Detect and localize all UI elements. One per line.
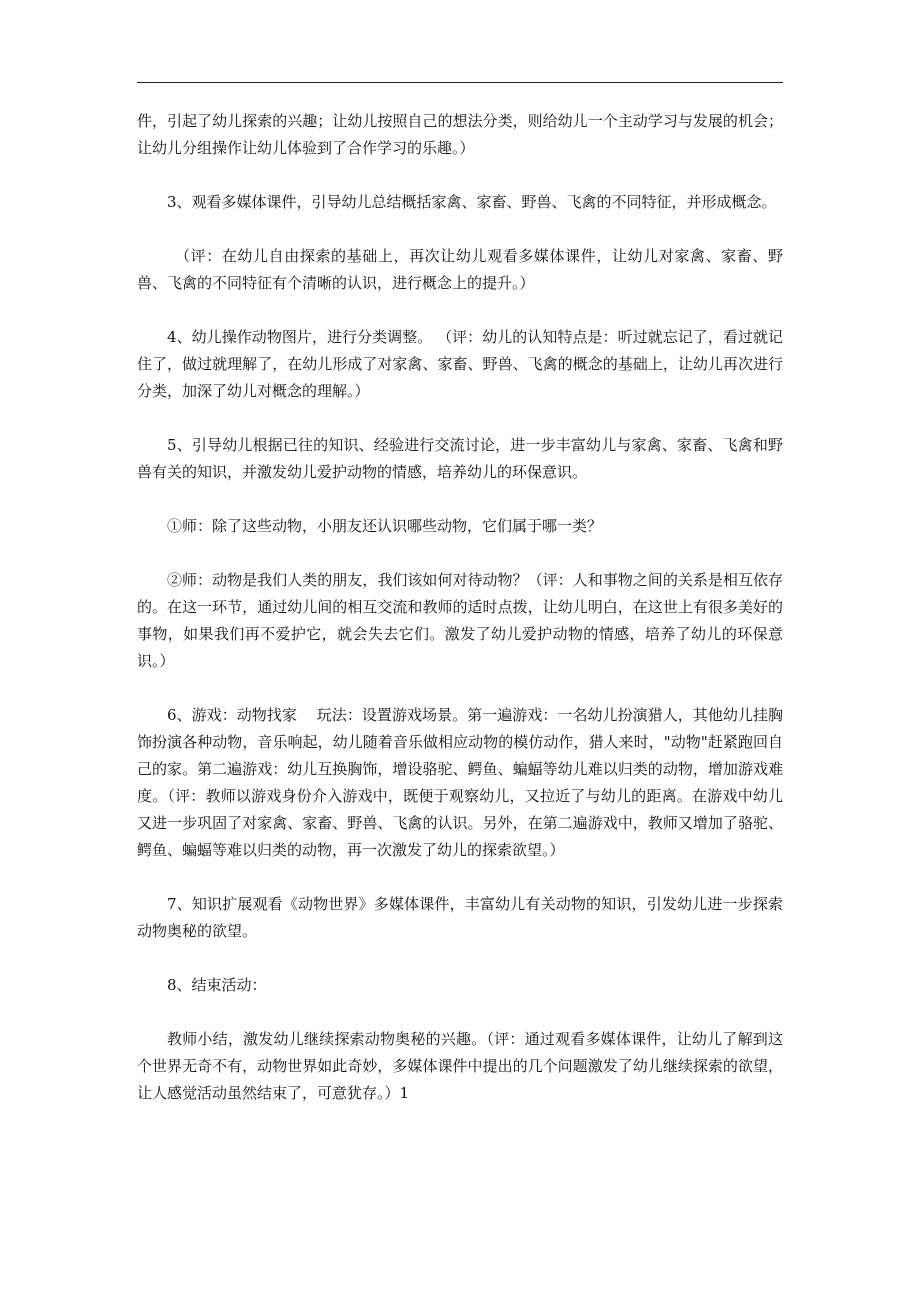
paragraph-step-8: 8、结束活动： xyxy=(167,976,267,994)
paragraph-step-5: 5、引导幼儿根据已往的知识、经验进行交流讨论，进一步丰富幼儿与家禽、家畜、飞禽和野兽有关的知识，并激发幼儿爱护动物的情感，培养幼儿的环保意识。 xyxy=(137,436,783,481)
header-rule xyxy=(137,82,783,83)
paragraph-step-6: 6、游戏：动物找家 玩法：设置游戏场景。第一遍游戏：一名幼儿扮演猎人，其他幼儿挂胸饰扮演各种动物，音乐响起，幼儿随着音乐做相应动物的模仿动作，猎人来时，"动物"赶紧跑回自己的家。第二遍游戏：幼儿互换胸饰，增设骆驼、鳄鱼、蝙蝠等幼儿难以归类的动物，增加游戏难度。（评：教师以游戏身份介入游戏中，既便于观察幼儿，又拉近了与幼儿的距离。在游戏中幼儿又进一步巩固了对家禽、家畜、野兽、飞禽的认识。另外，在第二遍游戏中，教师又增加了骆驼、鳄鱼、蝙蝠等难以归类的动物，再一次激发了幼儿的探索欲望。） xyxy=(137,706,783,859)
paragraph-step-4: 4、幼儿操作动物图片，进行分类调整。 （评：幼儿的认知特点是：听过就忘记了，看过就记住了，做过就理解了，在幼儿形成了对家禽、家畜、野兽、飞禽的概念的基础上，让幼儿再次进行分类，加深了幼儿对概念的理解。） xyxy=(137,328,783,400)
paragraph-step-7: 7、知识扩展观看《动物世界》多媒体课件，丰富幼儿有关动物的知识，引发幼儿进一步探索动物奥秘的欲望。 xyxy=(137,895,783,940)
paragraph-summary: 教师小结，激发幼儿继续探索动物奥秘的兴趣。（评：通过观看多媒体课件，让幼儿了解到这个世界无奇不有，动物世界如此奇妙，多媒体课件中提出的几个问题激发了幼儿继续探索的欲望，让人感觉活动虽然结束了，可意犹存。）1 xyxy=(137,1030,783,1102)
paragraph-continuation: 件，引起了幼儿探索的兴趣；让幼儿按照自己的想法分类，则给幼儿一个主动学习与发展的机会；让幼儿分组操作让幼儿体验到了合作学习的乐趣。） xyxy=(137,112,783,157)
paragraph-question-1: ①师：除了这些动物，小朋友还认识哪些动物，它们属于哪一类？ xyxy=(167,517,603,535)
paragraph-step-3: 3、观看多媒体课件，引导幼儿总结概括家禽、家畜、野兽、飞禽的不同特征，并形成概念。 xyxy=(167,193,777,211)
paragraph-question-2: ②师：动物是我们人类的朋友，我们该如何对待动物？（评：人和事物之间的关系是相互依存的。在这一环节，通过幼儿间的相互交流和教师的适时点拨，让幼儿明白，在这世上有很多美好的事物，如果我们再不爱护它，就会失去它们。激发了幼儿爱护动物的情感，培养了幼儿的环保意识。） xyxy=(137,571,783,670)
document-body xyxy=(137,108,783,1134)
paragraph-comment-3: （评：在幼儿自由探索的基础上，再次让幼儿观看多媒体课件，让幼儿对家禽、家畜、野兽、飞禽的不同特征有个清晰的认识，进行概念上的提升。） xyxy=(137,247,783,292)
